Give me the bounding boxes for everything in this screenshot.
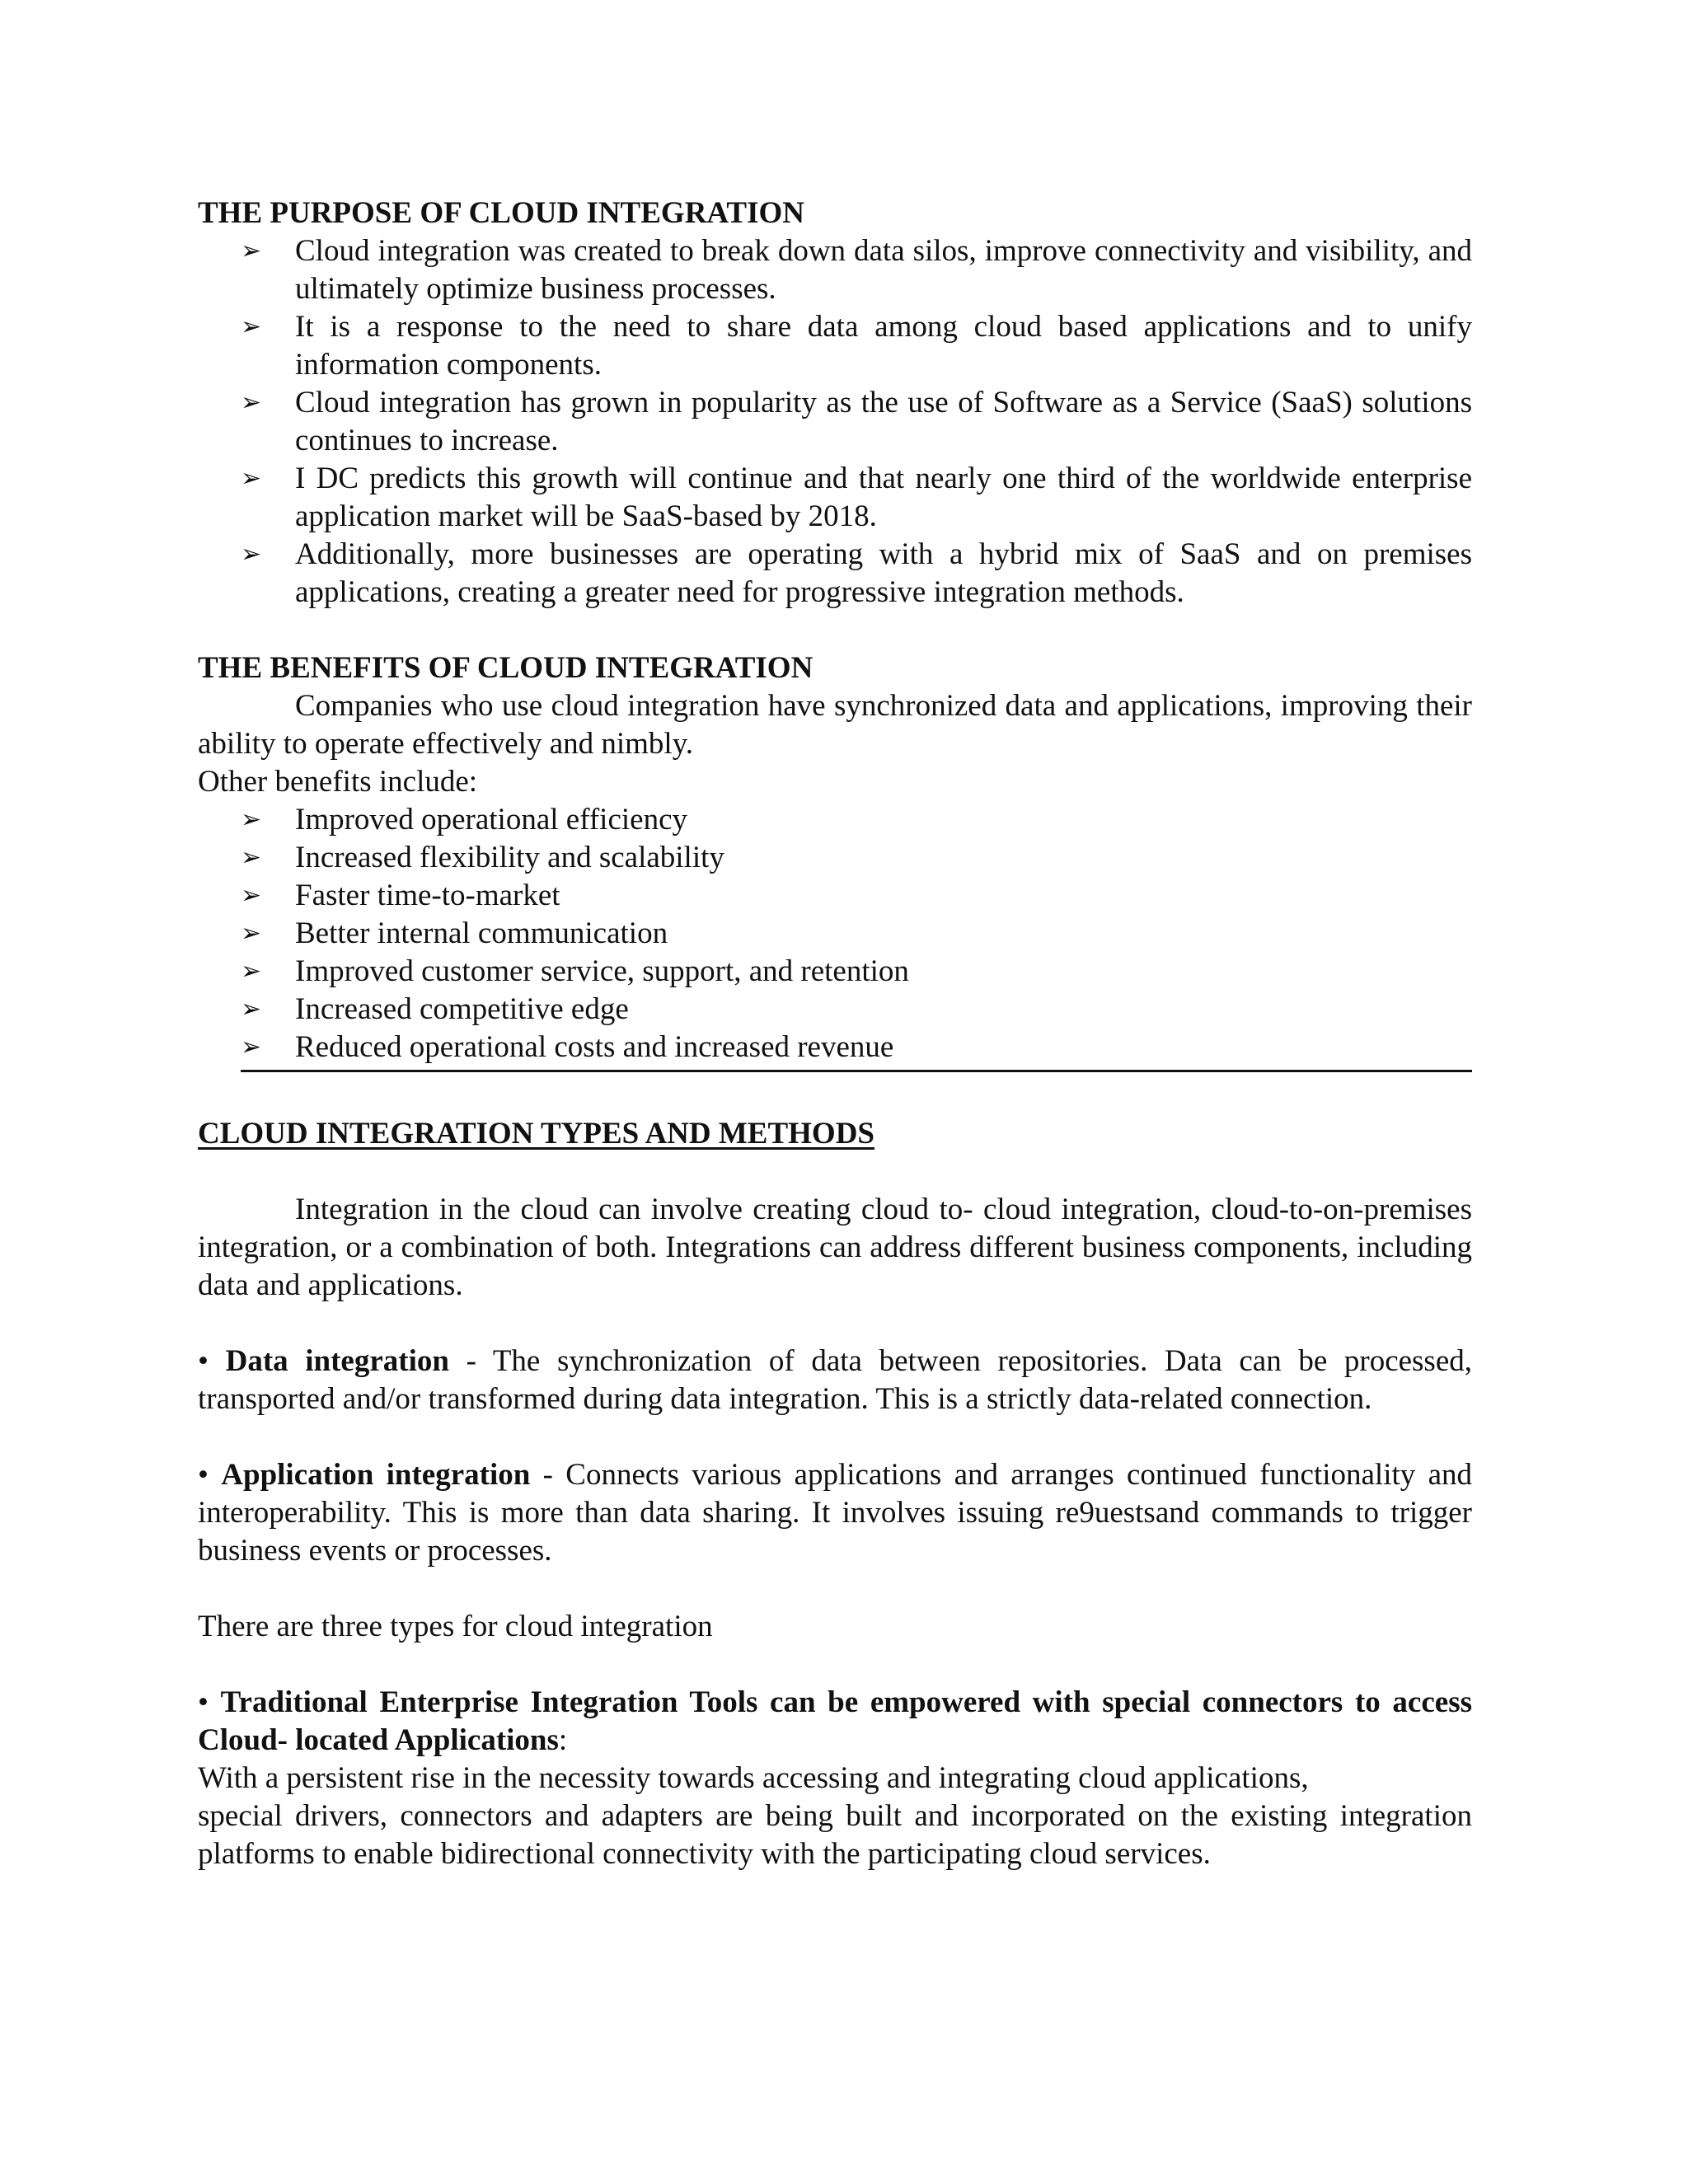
benefits-intro: Companies who use cloud integration have synchronized data and applications, improving their ability to operate effectively and nimbly. <box>198 689 1472 761</box>
arrow-bullet-icon: ➢ <box>241 237 262 265</box>
spacer <box>198 612 1472 649</box>
document-page <box>198 194 1472 1873</box>
list-item: ➢ Increased competitive edge <box>241 991 1472 1029</box>
data-integration-paragraph: • Data integration - The synchronization of data between repositories. Data can be processed, transported and/or transformed during data integration. This is a strictly data-related connection. <box>198 1344 1473 1416</box>
list-item: ➢ It is a response to the need to share data among cloud based applications and to unify information components. <box>241 310 1472 382</box>
benefits-heading: THE BENEFITS OF CLOUD INTEGRATION <box>198 651 814 685</box>
list-item: ➢ Additionally, more businesses are operating with a hybrid mix of SaaS and on premises applications, creating a greater need for progressive integration methods. <box>241 537 1472 609</box>
data-integration-term: Data integration <box>225 1344 449 1378</box>
spacer <box>198 1570 1472 1608</box>
traditional-tools-heading: • Traditional Enterprise Integration Tools can be empowered with special connectors to access Cloud- located Applications: <box>198 1685 1473 1757</box>
arrow-bullet-icon: ➢ <box>241 388 262 417</box>
application-integration-term: Application integration <box>221 1458 531 1492</box>
bullet-icon: • <box>198 1344 209 1378</box>
benefits-other: Other benefits include: <box>198 765 478 799</box>
list-item: ➢ I DC predicts this growth will continue and that nearly one third of the worldwide enterprise application market will be SaaS-based by 2018. <box>241 462 1472 533</box>
spacer <box>198 1072 1472 1115</box>
arrow-bullet-icon: ➢ <box>241 995 262 1024</box>
spacer <box>198 1646 1472 1684</box>
list-item: ➢ Improved operational efficiency <box>241 801 1472 839</box>
arrow-bullet-icon: ➢ <box>241 540 262 569</box>
purpose-list <box>198 232 1472 612</box>
spacer <box>198 1305 1472 1343</box>
list-item: ➢ Increased flexibility and scalability <box>241 839 1472 877</box>
arrow-bullet-icon: ➢ <box>241 843 262 872</box>
list-item: ➢ Cloud integration has grown in popularity as the use of Software as a Service (SaaS) solutions continues to increase. <box>241 386 1472 457</box>
arrow-bullet-icon: ➢ <box>241 957 262 986</box>
arrow-bullet-icon: ➢ <box>241 312 262 341</box>
purpose-heading: THE PURPOSE OF CLOUD INTEGRATION <box>198 196 804 230</box>
arrow-bullet-icon: ➢ <box>241 1033 262 1062</box>
arrow-bullet-icon: ➢ <box>241 464 262 493</box>
spacer <box>198 1418 1472 1456</box>
benefits-list <box>198 801 1472 1066</box>
list-item: ➢ Better internal communication <box>241 915 1472 953</box>
application-integration-paragraph: • Application integration - Connects various applications and arranges continued functionality and interoperability. This is more than data sharing. It involves issuing re9uestsand commands to trigger business events or processes. <box>198 1458 1472 1568</box>
traditional-tools-line1: With a persistent rise in the necessity towards accessing and integrating cloud applications, <box>198 1761 1309 1795</box>
list-item: ➢ Improved customer service, support, and retention <box>241 953 1472 991</box>
arrow-bullet-icon: ➢ <box>241 805 262 834</box>
bullet-icon: • <box>198 1685 209 1719</box>
list-item: ➢ Cloud integration was created to break down data silos, improve connectivity and visibility, and ultimately optimize business processes. <box>241 234 1472 306</box>
list-item: ➢ Faster time-to-market <box>241 877 1472 915</box>
types-intro: Integration in the cloud can involve creating cloud to- cloud integration, cloud-to-on-premises integration, or a combination of both. Integrations can address different business components, including data and applications. <box>198 1193 1472 1302</box>
traditional-tools-line2: special drivers, connectors and adapters are being built and incorporated on the existing integration platforms to enable bidirectional connectivity with the participating cloud services. <box>198 1799 1472 1871</box>
list-item: ➢ Reduced operational costs and increased revenue <box>241 1029 1472 1066</box>
bullet-icon: • <box>198 1458 209 1492</box>
arrow-bullet-icon: ➢ <box>241 919 262 948</box>
spacer <box>198 1153 1472 1191</box>
three-types-text: There are three types for cloud integration <box>198 1610 713 1643</box>
types-heading: CLOUD INTEGRATION TYPES AND METHODS <box>198 1117 874 1151</box>
traditional-tools-term: Traditional Enterprise Integration Tools can be empowered with special connectors to access Cloud- located Applications <box>198 1685 1473 1757</box>
arrow-bullet-icon: ➢ <box>241 881 262 910</box>
